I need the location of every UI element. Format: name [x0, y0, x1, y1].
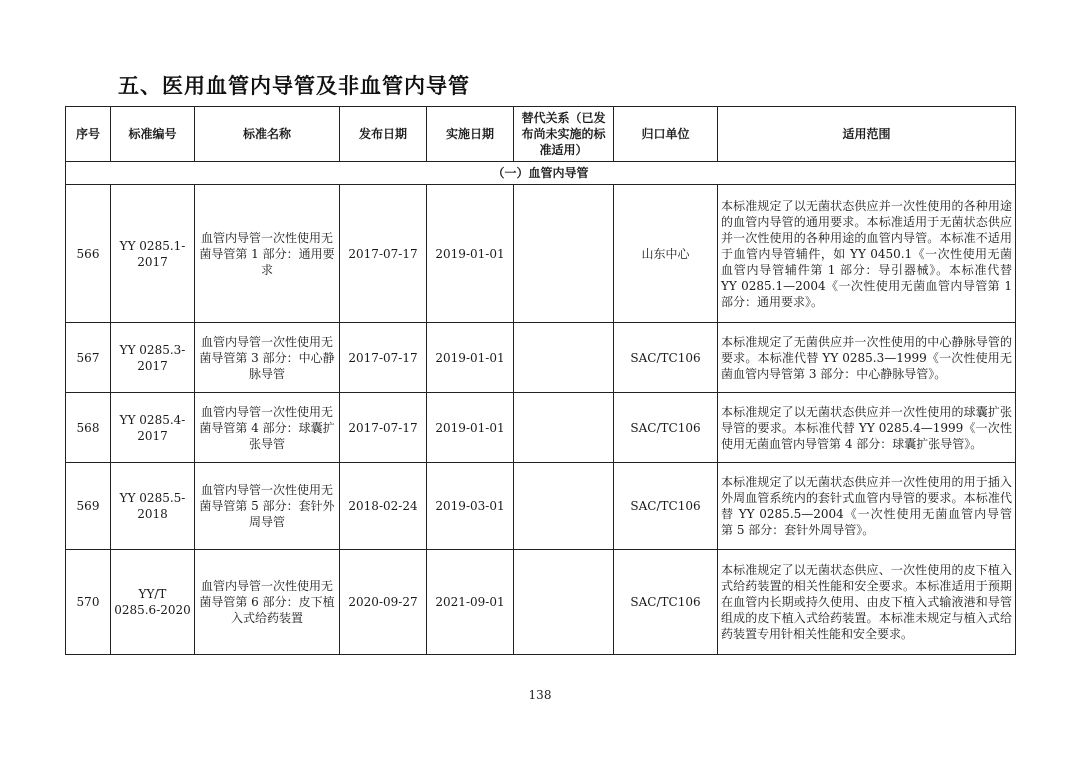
cell-replacement [514, 393, 614, 463]
cell-scope: 本标准规定了以无菌状态供应、一次性使用的皮下植入式给药装置的相关性能和安全要求。本标准适用于预期在血管内长期或持久使用、由皮下植入式输液港和导管组成的皮下植入式给药装置。本标准未规定与植入式给药装置专用针相关性能和安全要求。 [718, 550, 1016, 655]
cell-implement-date: 2019-01-01 [427, 393, 514, 463]
cell-code: YY 0285.1-2017 [111, 185, 195, 323]
cell-no: 569 [66, 463, 111, 550]
cell-implement-date: 2019-03-01 [427, 463, 514, 550]
table-row [66, 323, 1016, 393]
cell-implement-date: 2021-09-01 [427, 550, 514, 655]
page-number: 138 [528, 688, 552, 702]
header-implement-date: 实施日期 [427, 107, 514, 162]
header-replacement: 替代关系（已发布尚未实施的标准适用） [514, 107, 614, 162]
cell-code: YY 0285.4-2017 [111, 393, 195, 463]
cell-replacement [514, 463, 614, 550]
header-no: 序号 [66, 107, 111, 162]
cell-code: YY/T 0285.6-2020 [111, 550, 195, 655]
section-title: （一）血管内导管 [66, 162, 1016, 185]
cell-publish-date: 2017-07-17 [340, 185, 427, 323]
cell-no: 566 [66, 185, 111, 323]
cell-no: 570 [66, 550, 111, 655]
header-publish-date: 发布日期 [340, 107, 427, 162]
cell-name: 血管内导管一次性使用无菌导管第 6 部分：皮下植入式给药装置 [195, 550, 340, 655]
cell-unit: SAC/TC106 [614, 463, 718, 550]
table-header-row [66, 107, 1016, 162]
cell-unit: SAC/TC106 [614, 393, 718, 463]
cell-code: YY 0285.5-2018 [111, 463, 195, 550]
page-heading: 五、医用血管内导管及非血管内导管 [118, 74, 470, 98]
table-row [66, 393, 1016, 463]
cell-name: 血管内导管一次性使用无菌导管第 4 部分：球囊扩张导管 [195, 393, 340, 463]
cell-replacement [514, 323, 614, 393]
cell-name: 血管内导管一次性使用无菌导管第 5 部分：套针外周导管 [195, 463, 340, 550]
cell-name: 血管内导管一次性使用无菌导管第 1 部分：通用要求 [195, 185, 340, 323]
cell-implement-date: 2019-01-01 [427, 323, 514, 393]
cell-replacement [514, 185, 614, 323]
cell-publish-date: 2020-09-27 [340, 550, 427, 655]
standards-table [65, 106, 1016, 655]
cell-code: YY 0285.3-2017 [111, 323, 195, 393]
cell-publish-date: 2018-02-24 [340, 463, 427, 550]
cell-name: 血管内导管一次性使用无菌导管第 3 部分：中心静脉导管 [195, 323, 340, 393]
cell-scope: 本标准规定了无菌供应并一次性使用的中心静脉导管的要求。本标准代替 YY 0285.3—1999《一次性使用无菌血管内导管第 3 部分：中心静脉导管》。 [718, 323, 1016, 393]
cell-unit: 山东中心 [614, 185, 718, 323]
header-scope: 适用范围 [718, 107, 1016, 162]
cell-scope: 本标准规定了以无菌状态供应并一次性使用的各种用途的血管内导管的通用要求。本标准适用于无菌状态供应并一次性使用的各种用途的血管内导管。本标准不适用于血管内导管辅件，如 YY 0450.1《一次性使用无菌血管内导管辅件第 1 部分：导引器械》。本标准代替 YY 0285.1—2004《一次性使用无菌血管内导管第 1 部分：通用要求》。 [718, 185, 1016, 323]
header-unit: 归口单位 [614, 107, 718, 162]
table-row [66, 550, 1016, 655]
cell-publish-date: 2017-07-17 [340, 323, 427, 393]
cell-unit: SAC/TC106 [614, 550, 718, 655]
cell-replacement [514, 550, 614, 655]
cell-implement-date: 2019-01-01 [427, 185, 514, 323]
section-row [66, 162, 1016, 185]
header-code: 标准编号 [111, 107, 195, 162]
header-name: 标准名称 [195, 107, 340, 162]
cell-publish-date: 2017-07-17 [340, 393, 427, 463]
cell-unit: SAC/TC106 [614, 323, 718, 393]
cell-no: 567 [66, 323, 111, 393]
cell-no: 568 [66, 393, 111, 463]
table-row [66, 185, 1016, 323]
cell-scope: 本标准规定了以无菌状态供应并一次性使用的用于插入外周血管系统内的套针式血管内导管的要求。本标准代替 YY 0285.5—2004《一次性使用无菌血管内导管 第 5 部分：套针外周导管》。 [718, 463, 1016, 550]
cell-scope: 本标准规定了以无菌状态供应并一次性使用的球囊扩张导管的要求。本标准代替 YY 0285.4—1999《一次性使用无菌血管内导管第 4 部分：球囊扩张导管》。 [718, 393, 1016, 463]
table-row [66, 463, 1016, 550]
